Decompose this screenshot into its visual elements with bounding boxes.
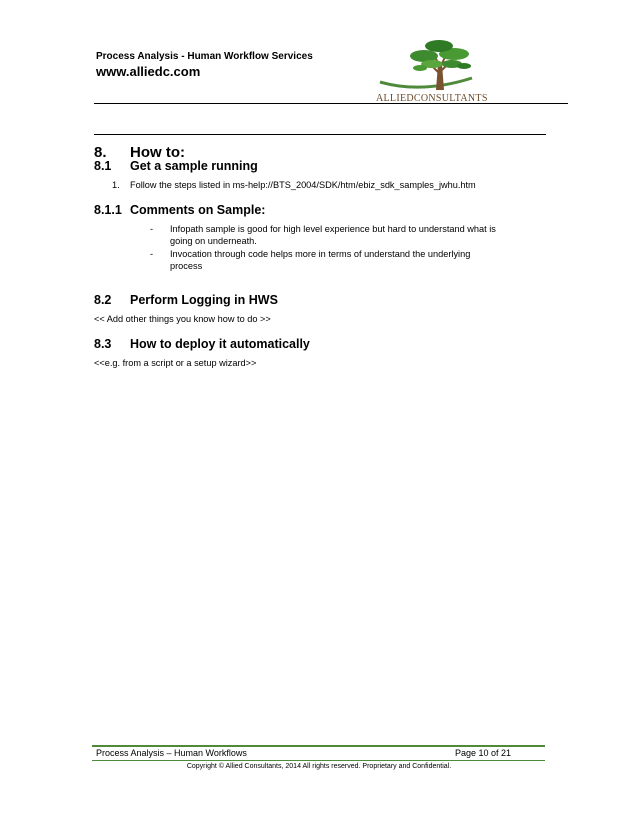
section-8-3-body: <<e.g. from a script or a setup wizard>> (94, 358, 257, 368)
bullet-1-line-1: Infopath sample is good for high level experience but hard to understand what is (170, 224, 496, 234)
section-8-2-title: Perform Logging in HWS (130, 293, 278, 307)
section-8-number: 8. (94, 144, 107, 161)
svg-text:ALLIEDCONSULTANTS: ALLIEDCONSULTANTS (376, 93, 488, 104)
bullet-dash: - (150, 249, 154, 259)
section-8-1-1-number: 8.1.1 (94, 203, 122, 217)
section-8-1-number: 8.1 (94, 159, 112, 173)
section-8-2-body: << Add other things you know how to do >> (94, 314, 271, 324)
section-8-title: How to: (130, 144, 185, 161)
bullet-2-line-1: Invocation through code helps more in terms of understand the underlying (170, 249, 471, 259)
header-rule (94, 103, 568, 104)
bullet-2-line-2: process (170, 261, 203, 271)
header-url: www.alliedc.com (96, 64, 201, 79)
footer-page-number: Page 10 of 21 (455, 748, 512, 758)
step-text: Follow the steps listed in ms-help://BTS_2004/SDK/htm/ebiz_sdk_samples_jwhu.htm (130, 180, 476, 190)
section-8-3-title: How to deploy it automatically (130, 337, 310, 351)
section-8-1-title: Get a sample running (130, 159, 258, 173)
section-rule (94, 134, 546, 135)
section-8-3-number: 8.3 (94, 337, 112, 351)
section-8-2-number: 8.2 (94, 293, 112, 307)
bullet-dash: - (150, 224, 154, 234)
allied-consultants-logo (372, 38, 522, 106)
header-subtitle: Process Analysis - Human Workflow Services (96, 51, 313, 62)
footer-doc-title: Process Analysis – Human Workflows (96, 748, 247, 758)
section-8-1-1-title: Comments on Sample: (130, 203, 266, 217)
footer-rule-top (92, 745, 545, 747)
bullet-1-line-2: going on underneath. (170, 236, 257, 246)
footer-rule-bottom (92, 760, 545, 761)
footer-copyright: Copyright © Allied Consultants, 2014 All rights reserved. Proprietary and Confidential. (186, 763, 452, 770)
step-number: 1. (112, 180, 120, 190)
